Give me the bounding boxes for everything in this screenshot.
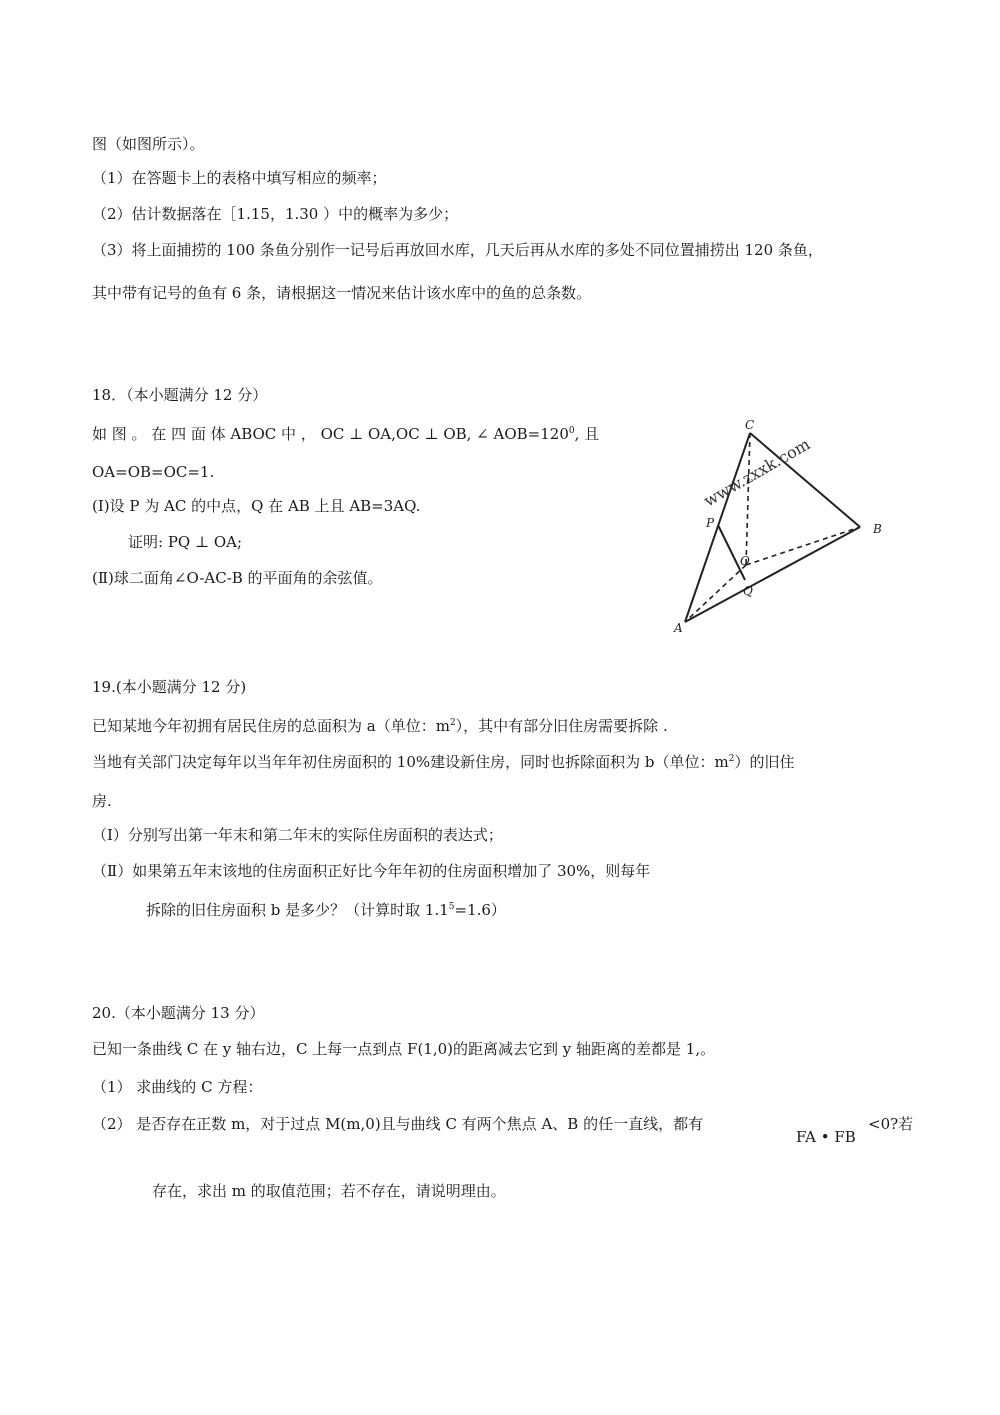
q18-stem-text: 如 图 。 在 四 面 体 ABOC 中 ， OC ⊥ OA,OC ⊥ OB, ∠ AOB=120: [92, 425, 569, 443]
q19-stem-line2: [92, 749, 794, 772]
label-c: C: [745, 418, 755, 432]
q18-heading: 18．（本小题满分 12 分）: [92, 386, 268, 404]
q20-part2-line2: 存在，求出 m 的取值范围；若不存在，请说明理由。: [152, 1182, 506, 1200]
q19-heading: 19.(本小题满分 12 分): [92, 678, 247, 696]
q19-part2-line2: [146, 897, 506, 920]
q19-part2: （Ⅱ）如果第五年末该地的住房面积正好比今年年初的住房面积增加了 30%，则每年: [92, 862, 651, 880]
q17-part2: （2）估计数据落在［1.15，1.30 ）中的概率为多少；: [92, 205, 459, 223]
q19-stem-line1: [92, 713, 668, 736]
q18-degree-sup: 0: [568, 426, 575, 436]
label-o: O: [740, 554, 750, 568]
q17-part3-line2: 其中带有记号的鱼有 6 条，请根据这一情况来估计该水库中的鱼的总条数。: [92, 284, 592, 302]
q18-part2: (Ⅱ)球二面角∠O-AC-B 的平面角的余弦值。: [92, 569, 383, 587]
q19-sup-1: 2: [449, 718, 456, 728]
q19-stem-l1b: ），其中有部分旧住房需要拆除 .: [455, 717, 668, 735]
q20-heading: 20.（本小题满分 13 分）: [92, 1004, 265, 1022]
q19-p2b-a: 拆除的旧住房面积 b 是多少？（计算时取 1.1: [146, 901, 449, 919]
q20-stem: 已知一条曲线 C 在 y 轴右边，C 上每一点到点 F(1,0)的距离减去它到 y 轴距离的差都是 1,。: [92, 1040, 716, 1058]
label-q: Q: [743, 584, 753, 598]
q19-stem-l1a: 已知某地今年初拥有居民住房的总面积为 a（单位：m: [92, 717, 450, 735]
figure-watermark: www.zxxk.com: [700, 434, 814, 511]
q20-part1: （1） 求曲线的 C 方程：: [92, 1078, 263, 1096]
q18-stem-line1: [92, 421, 599, 444]
q18-stem-tail: , 且: [574, 425, 600, 443]
q20-part2-suffix: <0?若: [868, 1115, 914, 1133]
label-b: B: [873, 522, 882, 536]
q17-intro: 图（如图所示）。: [92, 135, 205, 153]
label-a: A: [674, 621, 683, 635]
q18-part1: (Ⅰ)设 P 为 AC 的中点，Q 在 AB 上且 AB=3AQ.: [92, 497, 421, 515]
edge-ab: [685, 527, 860, 622]
q18-stem-line2: OA=OB=OC=1.: [92, 463, 215, 481]
q19-stem-l2b: ）的旧住: [734, 753, 795, 771]
segment-pq: [718, 525, 745, 580]
edge-ca: [685, 433, 750, 622]
q19-sup-5: 5: [448, 902, 455, 912]
q18-proof: 证明: PQ ⊥ OA;: [128, 533, 243, 551]
q20-part2: （2） 是否存在正数 m，对于过点 M(m,0)且与曲线 C 有两个焦点 A、B 的任一直线，都有: [92, 1115, 704, 1133]
q17-part1: （1）在答题卡上的表格中填写相应的频率；: [92, 169, 387, 187]
label-p: P: [706, 516, 715, 530]
edge-co: [746, 433, 750, 565]
q19-p2b-b: =1.6）: [454, 901, 506, 919]
q19-stem-l2a: 当地有关部门决定每年以当年年初住房面积的 10%建设新住房，同时也拆除面积为 b（单位：m: [92, 753, 729, 771]
q17-part3-line1: （3）将上面捕捞的 100 条鱼分别作一记号后再放回水库，几天后再从水库的多处不同位置捕捞出 120 条鱼，: [92, 241, 823, 259]
q19-stem-line3: 房.: [92, 792, 112, 810]
q19-sup-2: 2: [728, 754, 735, 764]
tetrahedron-figure: [670, 415, 910, 645]
vector-dot-product: FA • FB: [796, 1128, 856, 1146]
edge-ob: [746, 527, 860, 565]
q19-part1: （Ⅰ）分别写出第一年末和第二年末的实际住房面积的表达式；: [92, 826, 503, 844]
